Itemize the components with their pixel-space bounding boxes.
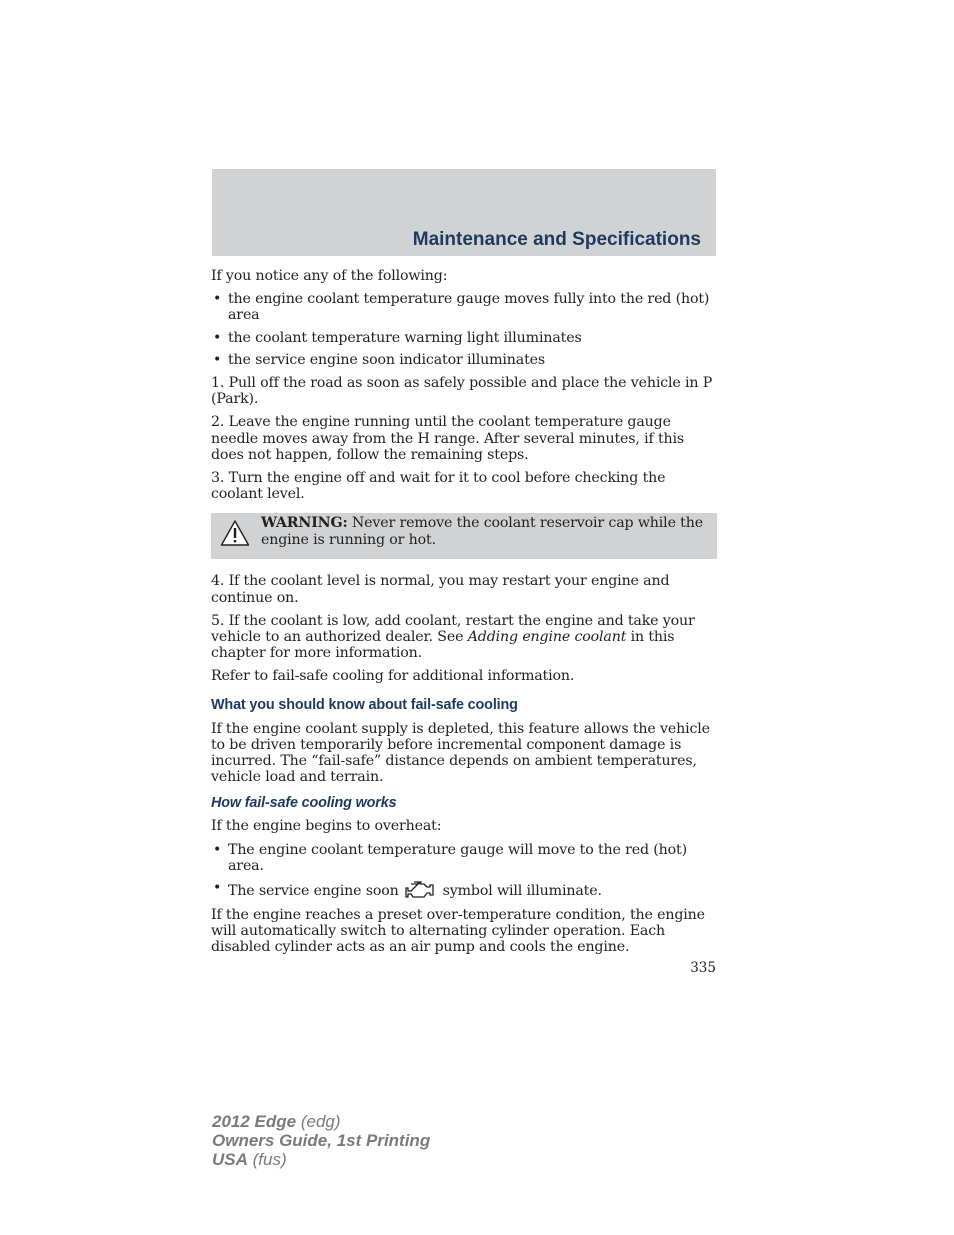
step-4: 4. If the coolant level is normal, you may restart your engine and continue on. bbox=[211, 573, 670, 606]
intro-text: If you notice any of the following: bbox=[211, 268, 448, 284]
step-5-text: 5. If the coolant is low, add coolant, restart the engine and take your vehicle to an authorized dealer. See bbox=[211, 612, 695, 646]
footer-edition bbox=[212, 1112, 430, 1169]
warning-triangle-icon bbox=[220, 519, 250, 547]
footer-region-code: (fus) bbox=[247, 1150, 287, 1169]
overheat-intro: If the engine begins to overheat: bbox=[211, 818, 442, 835]
footer-region: USA bbox=[212, 1150, 248, 1169]
section-title: Maintenance and Specifications bbox=[412, 229, 701, 250]
warning-text: Never remove the coolant reservoir cap while the engine is running or hot. bbox=[261, 515, 703, 548]
list-item: • the coolant temperature warning light illuminates bbox=[211, 330, 717, 346]
section-heading: What you should know about fail-safe cooling bbox=[211, 696, 518, 713]
footer-line-guide: Owners Guide, 1st Printing bbox=[212, 1131, 431, 1150]
overheat-list bbox=[211, 842, 717, 900]
step-3: 3. Turn the engine off and wait for it to cool before checking the coolant level. bbox=[211, 470, 666, 503]
step-5 bbox=[211, 613, 717, 662]
check-engine-icon bbox=[403, 880, 435, 900]
list-item: • the engine coolant temperature gauge moves fully into the red (hot) area bbox=[211, 291, 717, 323]
page-content bbox=[211, 268, 717, 963]
footer-line-region bbox=[212, 1150, 430, 1169]
final-paragraph: If the engine reaches a preset over-temperature condition, the engine will automatically switch to alternating cylinder operation. Each disabled cylinder acts as an air pump and cools the engine. bbox=[211, 907, 705, 956]
step-5-text-end: in this chapter for more information. bbox=[211, 629, 675, 662]
list-item: • the service engine soon indicator illuminates bbox=[211, 352, 717, 368]
symptom-list bbox=[211, 291, 717, 368]
section-paragraph: If the engine coolant supply is depleted, this feature allows the vehicle to be driven temporarily before incremental component damage is incurred. The “fail-safe” distance depends on ambient temperatures, vehicle load and terrain. bbox=[211, 720, 710, 786]
section-header-band bbox=[212, 169, 716, 256]
cross-reference: Adding engine coolant bbox=[467, 629, 627, 646]
footer-line-model bbox=[212, 1112, 430, 1131]
step-2: 2. Leave the engine running until the coolant temperature gauge needle moves away from the H range. After several minutes, if this does not happen, follow the remaining steps. bbox=[211, 414, 685, 463]
subsection-heading: How fail-safe cooling works bbox=[211, 795, 397, 812]
list-item: • The engine coolant temperature gauge will move to the red (hot) area. bbox=[211, 842, 717, 874]
warning-label: WARNING: bbox=[261, 515, 348, 532]
footer-model: 2012 Edge bbox=[212, 1112, 297, 1131]
refer-text: Refer to fail-safe cooling for additional information. bbox=[211, 668, 575, 685]
footer-model-code: (edg) bbox=[296, 1112, 341, 1131]
step-1: 1. Pull off the road as soon as safely possible and place the vehicle in P (Park). bbox=[211, 375, 713, 408]
list-item-text: The service engine soon bbox=[228, 883, 399, 900]
page-number: 335 bbox=[690, 960, 716, 976]
list-item bbox=[211, 880, 717, 900]
warning-box bbox=[211, 513, 717, 559]
list-item-text-end: symbol will illuminate. bbox=[442, 883, 602, 900]
